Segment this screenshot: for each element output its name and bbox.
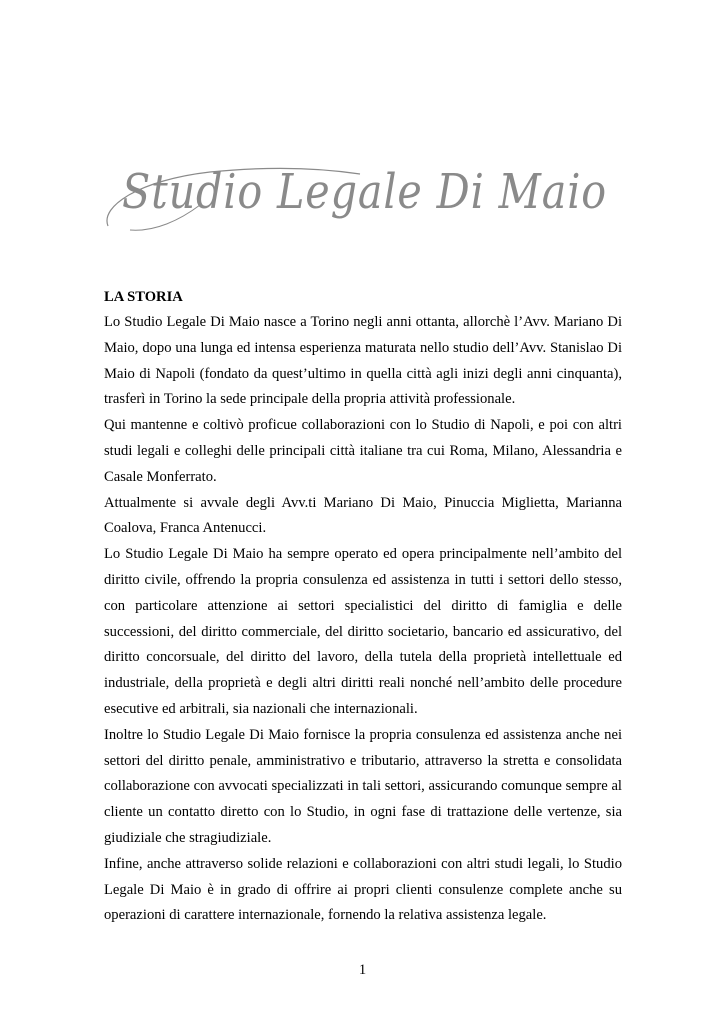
document-body <box>104 284 622 929</box>
paragraph: Attualmente si avvale degli Avv.ti Mariano Di Maio, Pinuccia Miglietta, Marianna Coalova, Franca Antenucci. <box>104 494 622 537</box>
logo-text: Studio Legale Di Maio <box>122 164 607 220</box>
paragraph: Qui mantenne e coltivò proficue collaborazioni con lo Studio di Napoli, e poi con altri studi legali e colleghi delle principali città italiane tra cui Roma, Milano, Alessandria e Casale Monferrato. <box>104 417 622 485</box>
paragraph: Infine, anche attraverso solide relazioni e collaborazioni con altri studi legali, lo Studio Legale Di Maio è in grado di offrire ai propri clienti consulenze complete anche su operazioni di carattere internazionale, fornendo la relativa assistenza legale. <box>104 855 622 924</box>
studio-logo <box>100 150 620 240</box>
paragraph: Lo Studio Legale Di Maio nasce a Torino negli anni ottanta, allorchè l’Avv. Mariano Di Maio, dopo una lunga ed intensa esperienza maturata nello studio dell’Avv. Stanislao Di Maio di Napoli (fondato da quest’ultimo in quella città agli inizi degli anni cinquanta), trasferì in Torino la sede principale della propria attività professionale. <box>104 314 622 408</box>
paragraph: Inoltre lo Studio Legale Di Maio fornisce la propria consulenza ed assistenza anche nei settori del diritto penale, amministrativo e tributario, attraverso la stretta e consolidata collaborazione con avvocati specializzati in tali settori, assicurando comunque sempre al cliente un contatto diretto con lo Studio, in ogni fase di trattazione delle vertenze, sia giudiziale che stragiudiziale. <box>104 726 622 846</box>
paragraph: Lo Studio Legale Di Maio ha sempre operato ed opera principalmente nell’ambito del diritto civile, offrendo la propria consulenza ed assistenza in tutti i settori dello stesso, con particolare attenzione ai settori specialistici del diritto di famiglia e delle successioni, del diritto commerciale, del diritto societario, bancario ed assicurativo, del diritto concorsuale, del diritto del lavoro, della tutela della proprietà intellettuale ed industriale, della proprietà e degli altri diritti reali nonché nell’ambito delle procedure esecutive ed arbitrali, sia nazionali che internazionali. <box>104 546 622 717</box>
section-title: LA STORIA <box>104 289 183 305</box>
logo-graphic <box>100 150 620 240</box>
page-number: 1 <box>358 962 367 978</box>
